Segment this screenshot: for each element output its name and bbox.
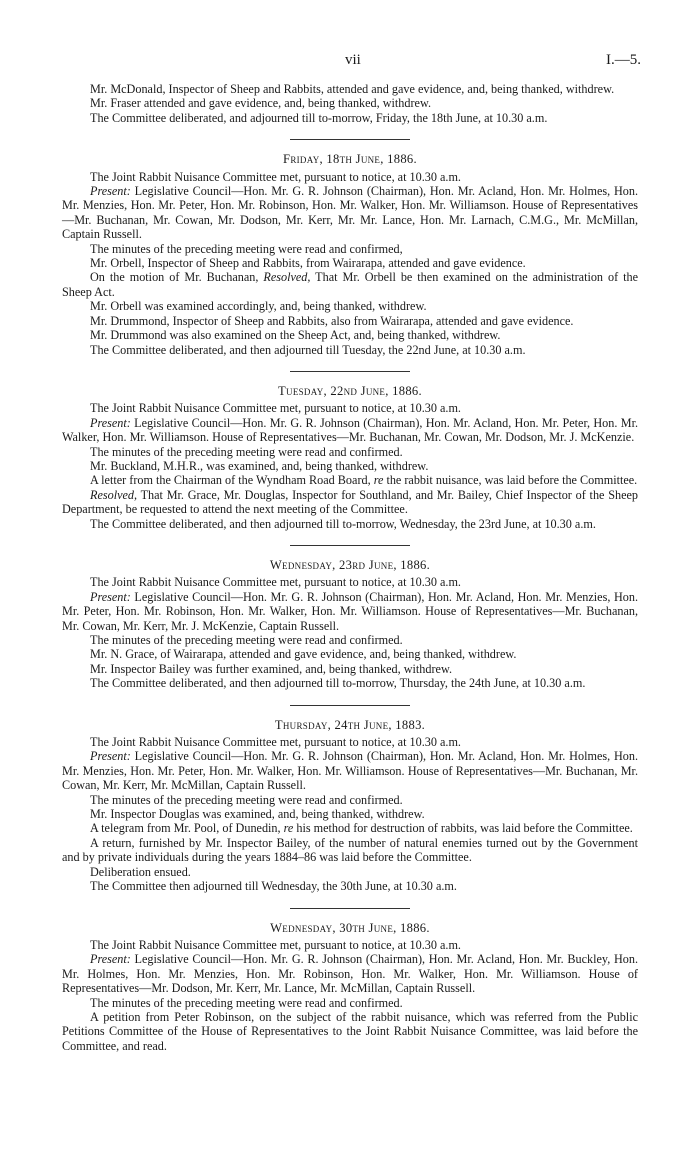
resolved-label: Resolved, [90,487,138,502]
paragraph: Mr. Inspector Bailey was further examined, and, being thanked, withdrew. [90,661,453,676]
paragraph: A petition from Peter Robinson, on the subject of the rabbit nuisance, which was referred from the Public Petitions Committee of the House of Representatives to the Joint Rabbit Nuisance Committee, was laid before the Committee, and read. [62,1009,638,1053]
paragraph: Mr. Orbell was examined accordingly, and, being thanked, withdrew. [90,299,427,314]
present-paragraph [62,416,638,445]
paragraph: Mr. Inspector Douglas was examined, and, being thanked, withdrew. [90,807,425,822]
resolution-paragraph [62,270,638,299]
paragraph [62,473,638,487]
meeting-date-heading: Tuesday, 22nd June, 1886. [278,383,422,398]
present-label: Present: [90,184,131,199]
paragraph: The Joint Rabbit Nuisance Committee met, pursuant to notice, at 10.30 a.m. [90,401,461,416]
meeting-date-heading: Wednesday, 30th June, 1886. [270,920,430,935]
paragraph: Mr. Drummond was also examined on the Sheep Act, and, being thanked, withdrew. [90,328,501,343]
paragraph: Mr. N. Grace, of Wairarapa, attended and gave evidence, and, being thanked, withdrew. [90,647,517,662]
present-members: Legislative Council—Hon. Mr. G. R. Johnson (Chairman), Hon. Mr. Acland, Hon. Mr. Holmes, Hon. Mr. Menzies, Hon. Mr. Peter, Hon. Mr. Walker, Hon. Mr. Williamson. House of Representatives—Mr. Buchanan, Mr. Cowan, Mr. Kerr, Mr. McMillan, Captain Russell. [62,749,638,793]
section-divider [290,545,410,546]
page-header [0,52,700,72]
resolved-label: Resolved, [263,270,311,285]
resolution-paragraph [62,488,638,517]
paragraph: The Committee deliberated, and then adjourned till Tuesday, the 22nd June, at 10.30 a.m. [90,342,526,357]
meeting-date-heading: Thursday, 24th June, 1883. [274,717,426,732]
re-label: re [283,821,294,836]
text-run: That Mr. Orbell be then examined on the administration of the Sheep Act. [62,270,639,299]
present-paragraph [62,590,638,633]
meeting-date-heading: Wednesday, 23rd June, 1886. [269,557,431,572]
paragraph: The Joint Rabbit Nuisance Committee met, pursuant to notice, at 10.30 a.m. [90,937,461,952]
section-divider [290,908,410,909]
paragraph: Mr. McDonald, Inspector of Sheep and Rabbits, attended and gave evidence, and, being thanked, withdrew. [90,82,615,96]
re-label: re [373,473,384,488]
paragraph: The Committee then adjourned till Wednesday, the 30th June, at 10.30 a.m. [90,879,457,894]
present-paragraph [62,749,638,792]
text-run: That Mr. Grace, Mr. Douglas, Inspector for Southland, and Mr. Bailey, Chief Inspector of the Sheep Department, be requested to attend the next meeting of the Committee. [62,487,638,517]
paragraph: The Committee deliberated, and then adjourned till to-morrow, Thursday, the 24th June, at 10.30 a.m. [90,676,586,691]
present-paragraph [62,184,638,242]
paragraph: The minutes of the preceding meeting were read and confirmed. [90,633,403,647]
text-run: On the motion of Mr. Buchanan, [90,270,259,285]
paragraph: The Joint Rabbit Nuisance Committee met, pursuant to notice, at 10.30 a.m. [90,735,461,750]
present-label: Present: [90,952,131,967]
present-members: Legislative Council—Hon. Mr. G. R. Johnson (Chairman), Hon. Mr. Acland, Hon. Mr. Menzies, Hon. Mr. Peter, Hon. Mr. Robinson, Hon. Mr. Walker, Hon. Mr. Williamson. House of Representatives—Mr. Buchanan, Mr. Cowan, Mr. Kerr, Mr. J. McKenzie, Captain Russell. [62,589,638,633]
present-members: Legislative Council—Hon. Mr. G. R. Johnson (Chairman), Hon. Mr. Acland, Hon. Mr. Peter, Hon. Mr. Walker, Hon. Mr. Williamson. House of Representatives—Mr. Buchanan, Mr. Cowan, Mr. Dodson, Mr. J. McKenzie. [62,415,638,445]
paragraph: Mr. Drummond, Inspector of Sheep and Rabbits, also from Wairarapa, attended and gave evidence. [90,313,574,328]
page-number: vii [345,52,361,68]
document-reference: I.—5. [606,52,641,68]
paragraph: Mr. Buckland, M.H.R., was examined, and, being thanked, withdrew. [90,458,429,473]
text-run: A telegram from Mr. Pool, of Dunedin, [90,821,281,836]
present-label: Present: [90,749,131,764]
paragraph: Mr. Orbell, Inspector of Sheep and Rabbits, from Wairarapa, attended and gave evidence. [90,256,526,271]
paragraph: A return, furnished by Mr. Inspector Bailey, of the number of natural enemies turned out by the Government and by private individuals during the years 1884–86 was laid before the Committee. [62,835,638,865]
paragraph: The Joint Rabbit Nuisance Committee met, pursuant to notice, at 10.30 a.m. [90,575,461,590]
present-label: Present: [90,415,131,430]
text-run: the rabbit nuisance, was laid before the Committee. [383,473,638,488]
present-paragraph [62,952,638,995]
section-divider [290,705,410,706]
minutes-body [62,82,638,1053]
paragraph: The Committee deliberated, and then adjourned till to-morrow, Wednesday, the 23rd June, at 10.30 a.m. [90,516,596,531]
present-members: Legislative Council—Hon. Mr. G. R. Johnson (Chairman), Hon. Mr. Acland, Hon. Mr. Holmes, Hon. Mr. Menzies, Hon. Mr. Peter, Hon. Mr. Robinson, Hon. Mr. Walker, Hon. Mr. Williamson. House of Representatives—Mr. Buchanan, Mr. Cowan, Mr. Dodson, Mr. Kerr, Mr. Mr. Lance, Hon. Mr. Larnach, C.M.G., Mr. McMillan, Captain Russell. [62,184,638,242]
paragraph: The Committee deliberated, and adjourned till to-morrow, Friday, the 18th June, at 10.30 a.m. [90,110,548,125]
paragraph: The minutes of the preceding meeting were read and confirmed, [90,241,403,256]
paragraph: The Joint Rabbit Nuisance Committee met, pursuant to notice, at 10.30 a.m. [90,169,461,184]
paragraph: Deliberation ensued. [90,864,191,879]
meeting-date-heading: Friday, 18th June, 1886. [283,152,417,167]
present-members: Legislative Council—Hon. Mr. G. R. Johnson (Chairman), Hon. Mr. Acland, Hon. Mr. Buckley, Hon. Mr. Holmes, Hon. Mr. Menzies, Hon. Mr. Robinson, Hon. Mr. Walker, Hon. Mr. Williamson. House of Representatives—Mr. Dodson, Mr. Kerr, Mr. Lance, Mr. McMillan, Captain Russell. [62,952,638,996]
text-run: his method for destruction of rabbits, was laid before the Committee. [293,821,633,836]
text-run: A letter from the Chairman of the Wyndham Road Board, [90,473,371,488]
paragraph: The minutes of the preceding meeting were read and confirmed. [90,995,403,1010]
paragraph: The minutes of the preceding meeting were read and confirmed. [90,792,403,807]
present-label: Present: [90,589,131,604]
section-divider [290,371,410,372]
section-divider [290,139,410,140]
paragraph: Mr. Fraser attended and gave evidence, and, being thanked, withdrew. [90,96,432,111]
paragraph [62,821,638,835]
paragraph: The minutes of the preceding meeting were read and confirmed. [90,444,403,459]
